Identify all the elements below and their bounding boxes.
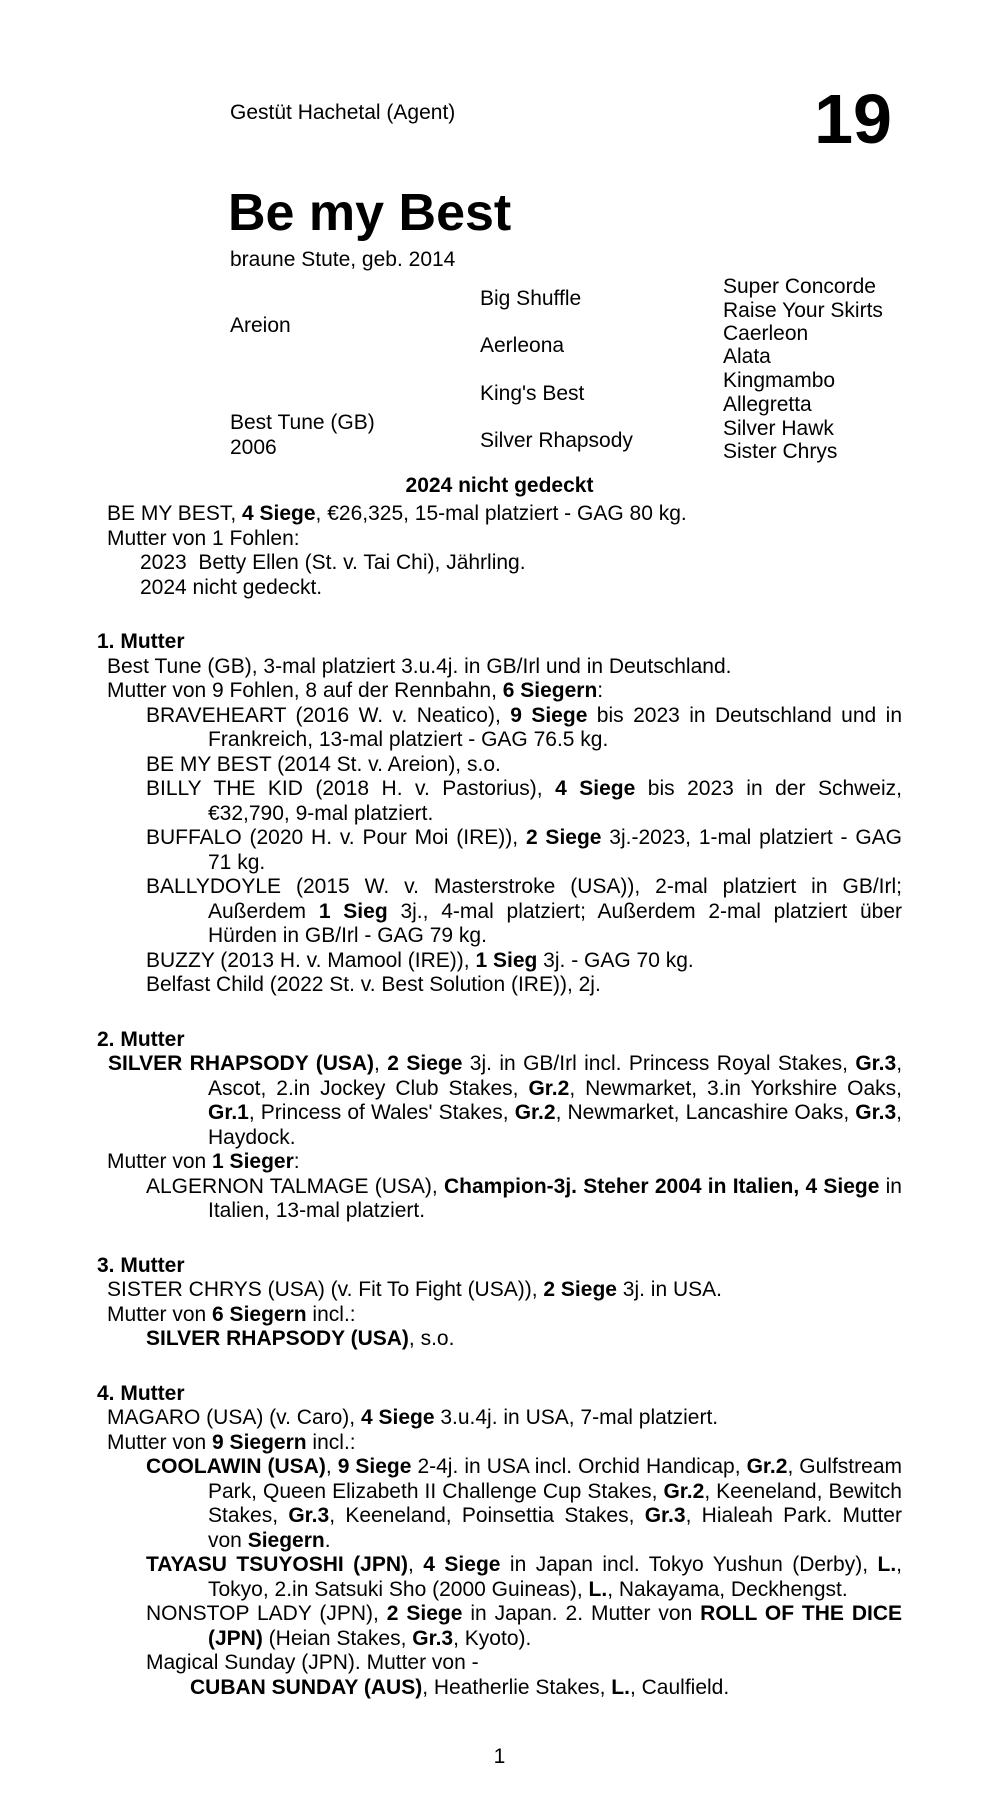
record-paragraph [107, 949, 902, 974]
horse-name: Be my Best [228, 184, 512, 242]
text-run: 3j. - GAG 70 kg. [537, 948, 694, 972]
record-paragraph [107, 753, 902, 778]
dam-generation-heading: 3. Mutter [97, 1253, 185, 1277]
pedigree-gen3-name: Silver Hawk [723, 417, 834, 440]
bold-text-run: 4 Siege [360, 1406, 435, 1429]
text-run: , Keeneland, Bewitch Stakes, [208, 1479, 902, 1527]
record-paragraph [190, 1676, 902, 1701]
record-paragraph [107, 655, 902, 680]
text-run: , Keeneland, Poinsettia Stakes, [329, 1504, 645, 1527]
text-run: . [324, 1528, 331, 1552]
pedigree-gen3-name: Kingmambo [723, 369, 836, 392]
record-paragraph [107, 973, 902, 998]
text-run: , Gulfstream Park, Queen Elizabeth II Challenge Cup Stakes, [208, 1455, 902, 1503]
bold-text-run: Gr.3 [855, 1052, 897, 1075]
text-run: NONSTOP LADY (JPN), [146, 1602, 387, 1625]
text-run: BE MY BEST (2014 St. v. Areion), s.o. [146, 752, 501, 776]
bold-text-run: SILVER RHAPSODY (USA) [146, 1327, 409, 1350]
text-run: in Italien, 13-mal platziert. [208, 1174, 902, 1222]
bold-text-run: Gr.3 [644, 1504, 686, 1527]
pedigree-gen3-name: Sister Chrys [723, 440, 838, 463]
record-paragraph [107, 1553, 902, 1602]
record-paragraph [140, 576, 902, 601]
bold-text-run: Gr.3 [855, 1101, 897, 1124]
record-paragraph [107, 1175, 902, 1224]
record-paragraph [107, 1455, 902, 1553]
text-run: BUZZY (2013 H. v. Mamool (IRE)), [146, 948, 476, 972]
text-run: Mutter von [107, 1150, 213, 1173]
bold-text-run: 1 Sieg [318, 899, 388, 923]
bold-text-run: 9 Siegern [212, 1430, 307, 1454]
text-run: , [325, 1455, 338, 1478]
text-run: (Heian Stakes, [262, 1626, 413, 1650]
bold-text-run: Siegern [247, 1528, 325, 1552]
cover-status-note: 2024 nicht gedeckt [405, 474, 594, 497]
text-run: , Tokyo, 2.in Satsuki Sho (2000 Guineas), [208, 1553, 903, 1601]
text-run: , Haydock. [208, 1101, 903, 1149]
record-paragraph [107, 1651, 902, 1676]
record-paragraph [107, 1327, 902, 1352]
text-run: , €26,325, 15-mal platziert - GAG 80 kg. [315, 502, 687, 525]
record-paragraph [107, 527, 902, 552]
pedigree-gen2-name: Silver Rhapsody [480, 429, 633, 452]
bold-text-run: 2 Siege [525, 826, 602, 849]
bold-text-run: Gr.2 [514, 1101, 556, 1124]
dam-generation-heading: 1. Mutter [97, 630, 185, 653]
record-paragraph [140, 551, 902, 576]
text-run: incl.: [306, 1430, 356, 1454]
pedigree-dam: Best Tune (GB) [230, 411, 375, 434]
text-run: in Japan incl. Tokyo Yushun (Derby), [500, 1553, 878, 1576]
pedigree-gen3-name: Caerleon [723, 322, 809, 345]
horse-description: braune Stute, geb. 2014 [230, 248, 456, 271]
text-run: , Heatherlie Stakes, [422, 1675, 612, 1699]
text-run: : [597, 679, 604, 702]
text-run: BUFFALO (2020 H. v. Pour Moi (IRE)), [146, 826, 526, 849]
record-paragraph [107, 1052, 902, 1150]
pedigree-gen2-name: Big Shuffle [480, 287, 582, 310]
bold-text-run: 6 Siegern [212, 1302, 307, 1326]
pedigree-sire: Areion [230, 314, 291, 337]
text-run: Mutter von 9 Fohlen, 8 auf der Rennbahn, [107, 679, 503, 702]
text-run: bis 2023 in Deutschland und in Frankreich, 13-mal platziert - GAG 76.5 kg. [208, 703, 902, 751]
text-run: Belfast Child (2022 St. v. Best Solution (IRE)), 2j. [146, 973, 601, 996]
bold-text-run: 6 Siegern [502, 679, 598, 702]
bold-text-run: L. [611, 1675, 630, 1699]
bold-text-run: Gr.3 [288, 1504, 330, 1527]
text-run: , [408, 1553, 424, 1576]
record-paragraph [107, 1602, 902, 1651]
bold-text-run: 4 Siege [242, 502, 316, 525]
text-run: bis 2023 in der Schweiz, €32,790, 9-mal platziert. [208, 777, 902, 825]
text-run: ALGERNON TALMAGE (USA), [146, 1174, 444, 1198]
record-paragraph [107, 1303, 902, 1328]
text-run: , s.o. [408, 1327, 455, 1350]
text-run: BALLYDOYLE (2015 W. v. Masterstroke (USA)), 2-mal platziert in GB/Irl; Außerdem [146, 875, 902, 923]
pedigree-gen3-name: Super Concorde [723, 275, 876, 298]
text-run: Magical Sunday (JPN). Mutter von - [146, 1651, 479, 1674]
bold-text-run: 1 Sieg [475, 948, 538, 972]
record-paragraph [107, 502, 902, 527]
bold-text-run: CUBAN SUNDAY (AUS) [190, 1675, 423, 1699]
bold-text-run: COOLAWIN (USA) [146, 1455, 326, 1478]
text-run: , Ascot, 2.in Jockey Club Stakes, [208, 1052, 903, 1100]
text-run: in Japan. 2. Mutter von [462, 1602, 701, 1625]
text-run: , Kyoto). [453, 1626, 532, 1650]
text-run: , Hialeah Park. Mutter von [208, 1504, 902, 1552]
pedigree-dam-year: 2006 [230, 436, 277, 459]
consignor-name: Gestüt Hachetal (Agent) [230, 101, 456, 124]
text-run: 3j.-2023, 1-mal platziert - GAG 71 kg. [208, 826, 902, 874]
bold-text-run: L. [877, 1553, 897, 1576]
bold-text-run: Gr.2 [528, 1076, 570, 1100]
text-run: 3j. in GB/Irl incl. Princess Royal Stakes, [462, 1052, 856, 1075]
text-run: 3j., 4-mal platziert; Außerdem 2-mal platziert über Hürden in GB/Irl - GAG 79 kg. [208, 899, 902, 947]
bold-text-run: 2 Siege [387, 1052, 463, 1075]
pedigree-gen2-name: Aerleona [480, 334, 565, 357]
text-run: Mutter von 1 Fohlen: [107, 526, 300, 550]
bold-text-run: SILVER RHAPSODY (USA) [108, 1052, 375, 1075]
text-run: MAGARO (USA) (v. Caro), [107, 1406, 361, 1429]
record-paragraph [107, 1431, 902, 1456]
record-body [97, 502, 902, 1700]
bold-text-run: 4 Siege [555, 777, 636, 800]
text-run: , [374, 1052, 388, 1075]
text-run: , Princess of Wales' Stakes, [248, 1101, 515, 1124]
bold-text-run: 2 Siege [386, 1602, 463, 1625]
text-run: , Newmarket, Lancashire Oaks, [555, 1101, 856, 1124]
text-run: incl.: [306, 1302, 356, 1326]
page-number: 1 [493, 1745, 506, 1768]
pedigree-gen2-name: King's Best [480, 382, 585, 405]
text-run: Mutter von [107, 1430, 213, 1454]
text-run: , Newmarket, 3.in Yorkshire Oaks, [569, 1076, 903, 1100]
bold-text-run: 4 Siege [423, 1553, 501, 1576]
bold-text-run: Champion-3j. Steher 2004 in Italien, 4 Siege [444, 1174, 880, 1198]
text-run: BE MY BEST, [107, 502, 242, 525]
text-run: , Nakayama, Deckhengst. [607, 1577, 848, 1601]
text-run: , Caulfield. [629, 1675, 730, 1699]
record-paragraph [107, 826, 902, 875]
text-run: 2023 Betty Ellen (St. v. Tai Chi), Jährling. [140, 551, 526, 574]
text-run: SISTER CHRYS (USA) (v. Fit To Fight (USA)), [107, 1278, 544, 1301]
pedigree-gen3-name: Allegretta [723, 393, 812, 416]
bold-text-run: 1 Sieger [212, 1150, 294, 1173]
bold-text-run: ROLL OF THE DICE (JPN) [208, 1602, 903, 1650]
text-run: BILLY THE KID (2018 H. v. Pastorius), [146, 777, 556, 800]
bold-text-run: Gr.2 [663, 1479, 705, 1503]
text-run: 2-4j. in USA incl. Orchid Handicap, [411, 1455, 747, 1478]
record-paragraph [107, 875, 902, 949]
text-run: 3.u.4j. in USA, 7-mal platziert. [434, 1406, 719, 1429]
text-run: 3j. in USA. [616, 1278, 722, 1301]
record-paragraph [107, 1406, 902, 1431]
text-run: Best Tune (GB), 3-mal platziert 3.u.4j. in GB/Irl und in Deutschland. [107, 654, 732, 678]
record-paragraph [107, 704, 902, 753]
bold-text-run: 2 Siege [543, 1278, 617, 1301]
text-run: Mutter von [107, 1302, 213, 1326]
text-run: BRAVEHEART (2016 W. v. Neatico), [146, 703, 511, 727]
bold-text-run: 9 Siege [510, 703, 588, 727]
pedigree-gen3-name: Raise Your Skirts [723, 299, 883, 322]
bold-text-run: Gr.1 [208, 1101, 249, 1124]
record-paragraph [107, 1278, 902, 1303]
bold-text-run: TAYASU TSUYOSHI (JPN) [146, 1553, 409, 1576]
record-paragraph [107, 679, 902, 704]
text-run: : [293, 1150, 300, 1173]
bold-text-run: L. [588, 1577, 608, 1601]
bold-text-run: Gr.2 [746, 1455, 788, 1478]
lot-number: 19 [814, 80, 892, 158]
pedigree-gen3-name: Alata [723, 345, 771, 368]
dam-generation-heading: 4. Mutter [97, 1381, 185, 1405]
text-run: 2024 nicht gedeckt. [140, 575, 323, 599]
bold-text-run: 9 Siege [337, 1455, 412, 1478]
record-paragraph [107, 1150, 902, 1175]
dam-generation-heading: 2. Mutter [97, 1027, 185, 1051]
record-paragraph [107, 777, 902, 826]
bold-text-run: Gr.3 [412, 1626, 454, 1650]
